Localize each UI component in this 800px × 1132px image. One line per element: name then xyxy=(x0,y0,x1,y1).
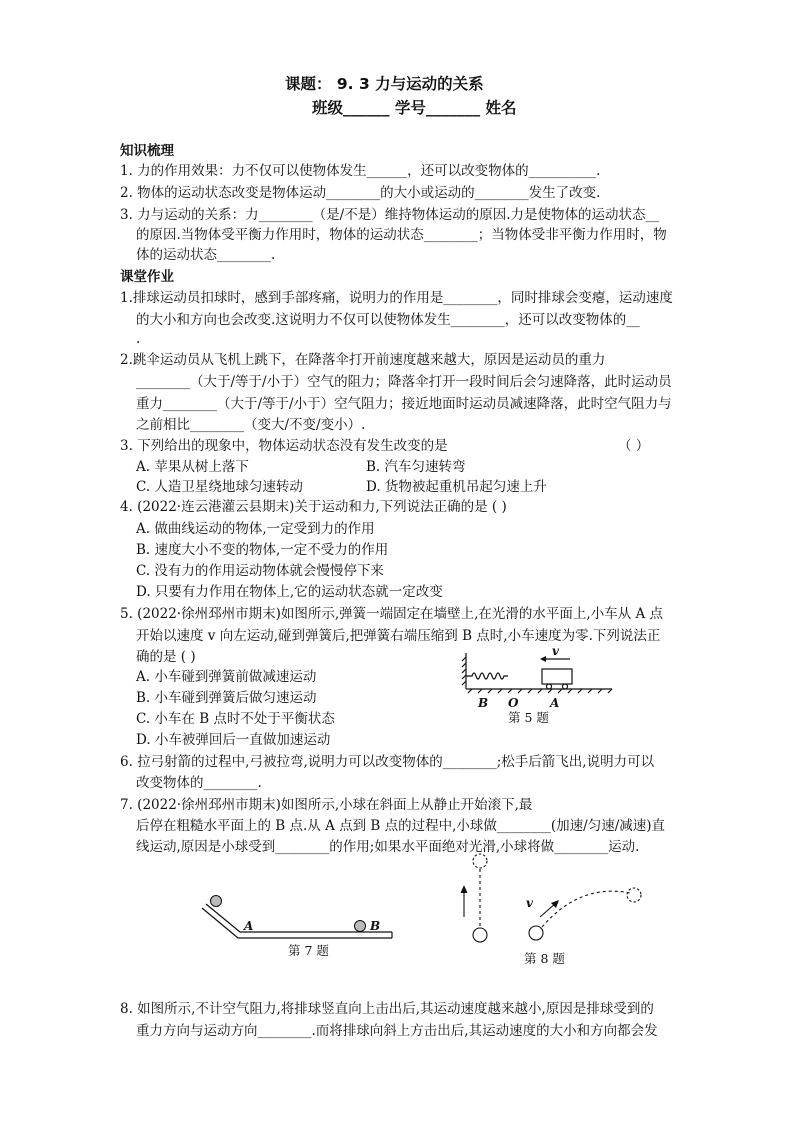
knowledge-line-2: 2. 物体的运动状态改变是物体运动________的大小或运动的________发生了改变. xyxy=(120,185,601,201)
student-info-line: 班级______ 学号_______ 姓名 xyxy=(312,99,517,117)
q5-option-a: A. 小车碰到弹簧前做减速运动 xyxy=(136,669,317,685)
knowledge-heading: 知识梳理 xyxy=(120,143,174,159)
q5-option-b: B. 小车碰到弹簧后做匀速运动 xyxy=(136,690,317,706)
q7-line-1: 7. (2022·徐州邳州市期末)如图所示,小球在斜面上从静止开始滚下,最 xyxy=(120,797,533,813)
knowledge-line-4: 的原因.当物体受平衡力作用时，物体的运动状态________；当物体受非平衡力作用时，物 xyxy=(136,227,667,243)
q3-answer-bracket: （ ） xyxy=(618,438,650,454)
q1-line-2: 的大小和方向也会改变.这说明力不仅可以使物体发生________，还可以改变物体的__ xyxy=(136,312,640,328)
figure-5-label-a: A xyxy=(550,696,560,710)
q6-line-2: 改变物体的________. xyxy=(136,775,262,791)
figure-7-label-b: B xyxy=(370,919,381,933)
q8-line-1: 8. 如图所示,不计空气阻力,将排球竖直向上击出后,其运动速度越来越小,原因是排球受到的 xyxy=(120,1001,654,1017)
classwork-heading: 课堂作业 xyxy=(120,269,174,285)
q5-option-c: C. 小车在 B 点时不处于平衡状态 xyxy=(136,711,335,727)
figure-7-label-a: A xyxy=(244,919,254,933)
knowledge-line-1: 1. 力的作用效果：力不仅可以使物体发生______，还可以改变物体的__________. xyxy=(120,163,601,179)
q4-stem: 4. (2022·连云港灌云县期末)关于运动和力,下列说法正确的是 ( ) xyxy=(120,499,507,515)
q4-option-d: D. 只要有力作用在物体上,它的运动状态就一定改变 xyxy=(136,584,443,600)
q3-option-d: D. 货物被起重机吊起匀速上升 xyxy=(366,479,547,495)
figure-7-incline xyxy=(200,888,400,944)
q1-line-1: 1.排球运动员扣球时，感到手部疼痛，说明力的作用是________，同时排球会变瘪，运动速度 xyxy=(120,290,673,306)
knowledge-line-5: 体的运动状态________. xyxy=(136,247,276,263)
figure-5-label-b: B xyxy=(478,696,489,710)
q7-line-2: 后停在粗糙水平面上的 B 点.从 A 点到 B 点的过程中,小球做________(加速/匀速/减速)直 xyxy=(136,818,666,834)
page-title: 课题： 9. 3 力与运动的关系 xyxy=(285,75,484,93)
q6-line-1: 6. 拉弓射箭的过程中,弓被拉弯,说明力可以改变物体的________;松手后箭飞出,说明力可以 xyxy=(120,754,655,770)
q3-option-a: A. 苹果从树上落下 xyxy=(136,459,249,475)
q2-line-4: 之前相比________（变大/不变/变小）. xyxy=(136,417,366,433)
figure-5-label-v: v xyxy=(552,644,559,658)
figure-8-ball-motion xyxy=(450,845,650,945)
figure-8-label-v: v xyxy=(526,896,533,910)
q7-line-3: 线运动,原因是小球受到________的作用;如果水平面绝对光滑,小球将做________运动. xyxy=(136,839,640,855)
q4-option-b: B. 速度大小不变的物体,一定不受力的作用 xyxy=(136,542,389,558)
q4-option-a: A. 做曲线运动的物体,一定受到力的作用 xyxy=(136,521,375,537)
q2-line-2: ________（大于/等于/小于）空气的阻力；降落伞打开一段时间后会匀速降落，此时运动员 xyxy=(136,374,672,390)
q2-line-3: 重力________（大于/等于/小于）空气阻力；接近地面时运动员减速降落，此时空气阻力与 xyxy=(136,396,672,412)
q5-option-d: D. 小车被弹回后一直做加速运动 xyxy=(136,732,331,748)
q3-option-c: C. 人造卫星绕地球匀速转动 xyxy=(136,479,303,495)
knowledge-line-3: 3. 力与运动的关系：力________（是/不是）维持物体运动的原因.力是使物体的运动状态__ xyxy=(120,207,660,223)
figure-7-caption: 第 7 题 xyxy=(288,943,329,958)
q4-option-c: C. 没有力的作用运动物体就会慢慢停下来 xyxy=(136,563,384,579)
figure-8-caption: 第 8 题 xyxy=(524,951,565,966)
q3-stem: 3. 下列给出的现象中，物体运动状态没有发生改变的是 xyxy=(120,438,448,454)
figure-5-label-o: O xyxy=(508,696,519,710)
q3-option-b: B. 汽车匀速转弯 xyxy=(366,459,466,475)
q1-line-3: . xyxy=(136,331,141,347)
q2-line-1: 2.跳伞运动员从飞机上跳下，在降落伞打开前速度越来越大，原因是运动员的重力 xyxy=(120,352,606,368)
q5-line-2: 开始以速度 v 向左运动,碰到弹簧后,把弹簧右端压缩到 B 点时,小车速度为零.下列说法正 xyxy=(136,628,661,644)
q5-line-1: 5. (2022·徐州邳州市期末)如图所示,弹簧一端固定在墙壁上,在光滑的水平面上,小车从 A 点 xyxy=(120,606,664,622)
figure-5-caption: 第 5 题 xyxy=(508,710,549,725)
q8-line-2: 重力方向与运动方向________.而将排球向斜上方击出后,其运动速度的大小和方向都会发 xyxy=(136,1023,658,1039)
q5-line-3: 确的是 ( ) xyxy=(136,649,196,665)
